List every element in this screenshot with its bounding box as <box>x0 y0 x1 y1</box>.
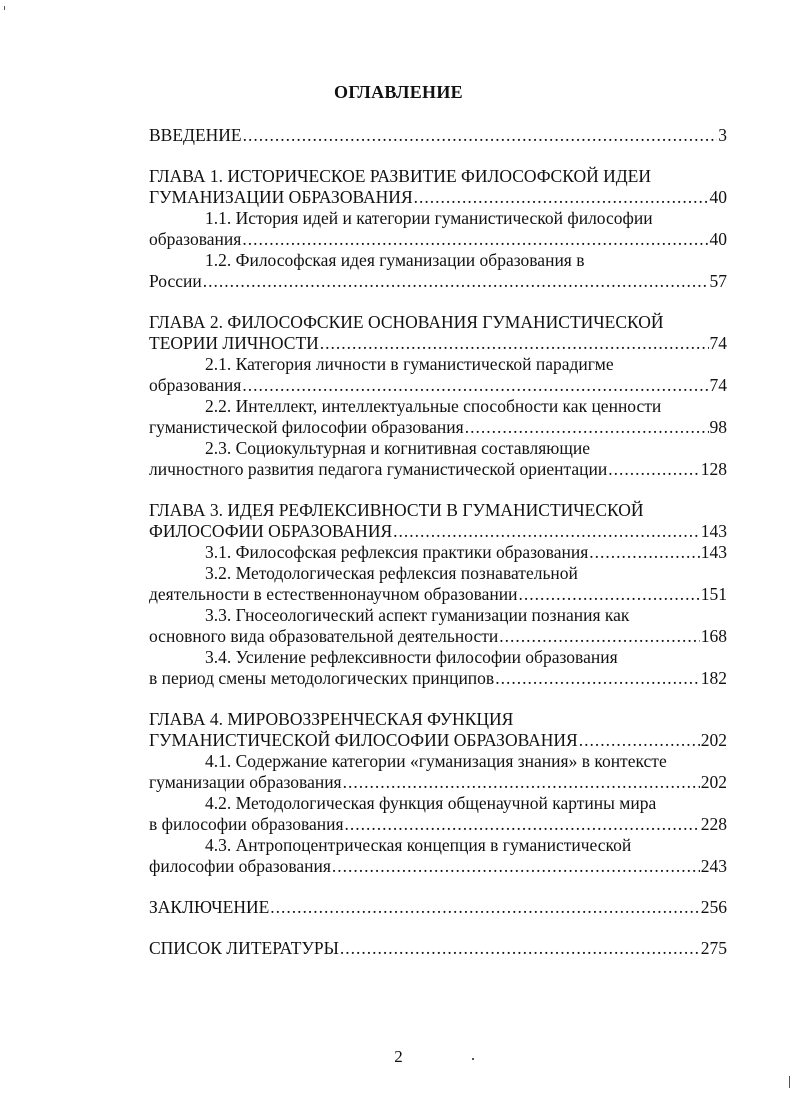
toc-entry-title: 2.3. Социокультурная и когнитивная составляющие <box>205 438 590 458</box>
toc-entry-title: ГЛАВА 2. ФИЛОСОФСКИЕ ОСНОВАНИЯ ГУМАНИСТИЧЕСКОЙ <box>149 312 664 332</box>
toc-entry-title-cont: философии образования <box>149 856 331 876</box>
dot-leader <box>243 125 718 146</box>
toc-entry-section-3-3[interactable] <box>149 605 727 647</box>
dot-leader <box>608 459 699 480</box>
toc-entry-title: 2.1. Категория личности в гуманистической парадигме <box>205 354 614 374</box>
toc-entry-title: ЗАКЛЮЧЕНИЕ <box>149 897 270 917</box>
toc-page-number: 202 <box>700 730 727 750</box>
toc-page-number: 143 <box>700 521 727 541</box>
toc-entry-title-cont: гуманистической философии образования <box>149 417 464 437</box>
toc-entry-title: 2.2. Интеллект, интеллектуальные способности как ценности <box>205 396 662 416</box>
toc-page-number: 243 <box>700 856 727 876</box>
toc-entry-section-3-4[interactable] <box>149 647 727 689</box>
dot-leader <box>270 897 699 918</box>
toc-entry-section-4-1[interactable] <box>149 751 727 793</box>
toc-page-number: 98 <box>709 417 727 437</box>
toc-entry-title: 3.2. Методологическая рефлексия познавательной <box>205 563 578 583</box>
toc-entry-chapter-1[interactable] <box>149 166 727 208</box>
toc-page-number: 275 <box>700 938 727 958</box>
toc-entry-title-cont: ГУМАНИЗАЦИИ ОБРАЗОВАНИЯ <box>149 187 413 207</box>
toc-page-number: 151 <box>700 584 727 604</box>
toc-entry-title-cont: в период смены методологических принципов <box>149 668 495 688</box>
toc-page-number: 40 <box>709 229 727 249</box>
toc-entry-title-cont: образования <box>149 229 242 249</box>
dot-leader <box>579 730 700 751</box>
toc-entry-chapter-4[interactable] <box>149 709 727 751</box>
toc-entry-title: 4.2. Методологическая функция общенаучной картины мира <box>205 793 657 813</box>
toc-entry-introduction[interactable] <box>149 125 727 146</box>
toc-entry-section-2-3[interactable] <box>149 438 727 480</box>
toc-entry-section-1-1[interactable] <box>149 208 727 250</box>
toc-page-number: 202 <box>700 772 727 792</box>
toc-entry-chapter-2[interactable] <box>149 312 727 354</box>
toc-page-number: 57 <box>709 271 727 291</box>
toc-entry-title-cont: России <box>149 271 202 291</box>
dot-leader <box>393 521 700 542</box>
toc-page-number: 40 <box>709 187 727 207</box>
toc-entry-section-1-2[interactable] <box>149 250 727 292</box>
toc-page-number: 182 <box>700 668 727 688</box>
toc-entry-title: 3.3. Гносеологический аспект гуманизации познания как <box>205 605 630 625</box>
toc-entry-chapter-3[interactable] <box>149 500 727 542</box>
toc-entry-title-cont: ТЕОРИИ ЛИЧНОСТИ <box>149 333 319 353</box>
toc-page-number: 128 <box>700 459 727 479</box>
toc-entry-section-3-2[interactable] <box>149 563 727 605</box>
toc-entry-title-cont: образования <box>149 375 242 395</box>
toc-entry-conclusion[interactable] <box>149 897 727 918</box>
toc-entry-title: ГЛАВА 1. ИСТОРИЧЕСКОЕ РАЗВИТИЕ ФИЛОСОФСКОЙ ИДЕИ <box>149 166 652 186</box>
dot-leader <box>414 187 709 208</box>
toc-entry-title-cont: деятельности в естественнонаучном образовании <box>149 584 518 604</box>
toc-page-number: 256 <box>700 897 727 917</box>
toc-entry-title-cont: основного вида образовательной деятельности <box>149 626 499 646</box>
toc-entry-title: ГЛАВА 3. ИДЕЯ РЕФЛЕКСИВНОСТИ В ГУМАНИСТИЧЕСКОЙ <box>149 500 644 520</box>
dot-leader <box>465 417 709 438</box>
toc-entry-title: 1.2. Философская идея гуманизации образования в <box>205 250 585 270</box>
dot-leader <box>203 271 709 292</box>
toc-entry-title-cont: в философии образования <box>149 814 344 834</box>
toc-entry-bibliography[interactable] <box>149 938 727 959</box>
dot-leader <box>589 542 699 563</box>
dot-leader <box>495 668 700 689</box>
scan-speck <box>789 1076 790 1088</box>
scan-speck <box>472 1058 474 1060</box>
dot-leader <box>332 856 700 877</box>
dot-leader <box>320 333 709 354</box>
toc-entry-title-cont: ФИЛОСОФИИ ОБРАЗОВАНИЯ <box>149 521 393 541</box>
toc-entry-title: СПИСОК ЛИТЕРАТУРЫ <box>149 938 339 958</box>
dot-leader <box>345 814 700 835</box>
toc-entry-title: 3.1. Философская рефлексия практики образования <box>205 542 589 562</box>
toc-entry-title: ГЛАВА 4. МИРОВОЗЗРЕНЧЕСКАЯ ФУНКЦИЯ <box>149 709 514 729</box>
dot-leader <box>499 626 700 647</box>
table-of-contents <box>149 125 727 959</box>
dot-leader <box>242 375 708 396</box>
toc-entry-section-4-2[interactable] <box>149 793 727 835</box>
page-title: ОГЛАВЛЕНИЕ <box>334 82 463 102</box>
toc-entry-section-3-1[interactable] <box>149 542 727 563</box>
dot-leader <box>519 584 700 605</box>
toc-entry-section-2-1[interactable] <box>149 354 727 396</box>
toc-entry-title-cont: гуманизации образования <box>149 772 342 792</box>
toc-page-number: 143 <box>700 542 727 562</box>
toc-entry-title: 4.3. Антропоцентрическая концепция в гуманистической <box>205 835 632 855</box>
toc-entry-title: 1.1. История идей и категории гуманистической философии <box>205 208 653 228</box>
toc-page-number: 228 <box>700 814 727 834</box>
scan-speck <box>4 6 5 10</box>
toc-entry-title-cont: ГУМАНИСТИЧЕСКОЙ ФИЛОСОФИИ ОБРАЗОВАНИЯ <box>149 730 578 750</box>
toc-entry-title: ВВЕДЕНИЕ <box>149 125 242 145</box>
toc-entry-title: 4.1. Содержание категории «гуманизация знания» в контексте <box>205 751 667 771</box>
toc-page-number: 168 <box>700 626 727 646</box>
toc-entry-title-cont: личностного развития педагога гуманистической ориентации <box>149 459 608 479</box>
toc-page-number: 3 <box>718 125 727 145</box>
toc-page-number: 74 <box>709 375 727 395</box>
dot-leader <box>242 229 708 250</box>
page-number: 2 <box>394 1047 403 1066</box>
toc-entry-section-2-2[interactable] <box>149 396 727 438</box>
dot-leader <box>343 772 700 793</box>
dot-leader <box>340 938 700 959</box>
toc-entry-section-4-3[interactable] <box>149 835 727 877</box>
toc-entry-title: 3.4. Усиление рефлексивности философии образования <box>205 647 618 667</box>
toc-page-number: 74 <box>709 333 727 353</box>
